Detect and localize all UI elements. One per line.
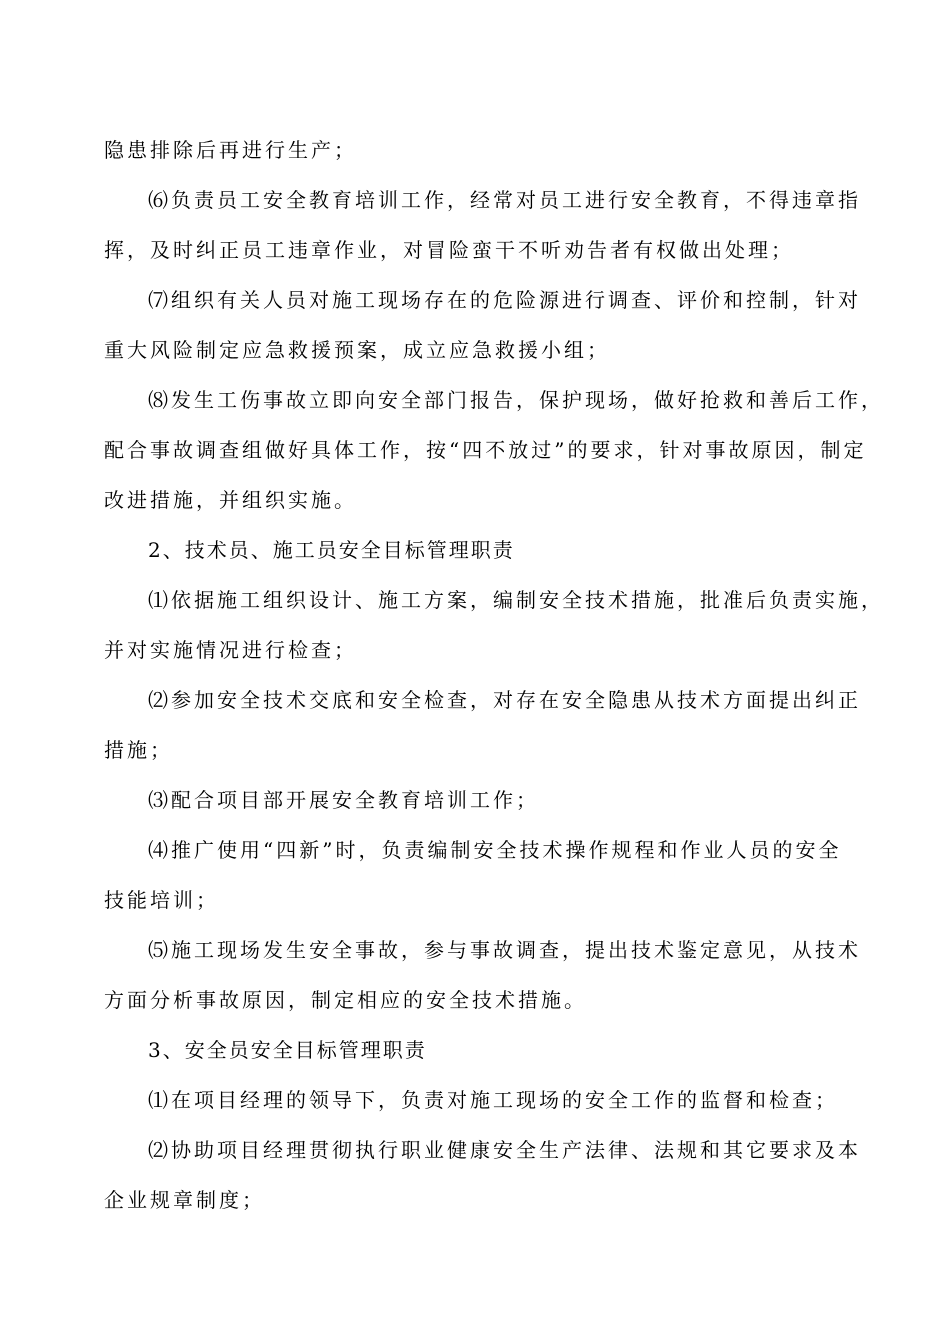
paragraph-line: ⑴依据施工组织设计、施工方案，编制安全技术措施，批准后负责实施，	[148, 588, 884, 612]
paragraph-line: 挥，及时纠正员工违章作业，对冒险蛮干不听劝告者有权做出处理；	[104, 238, 794, 262]
paragraph-line: ⑺组织有关人员对施工现场存在的危险源进行调查、评价和控制，针对	[148, 288, 861, 312]
paragraph-line: 方面分析事故原因，制定相应的安全技术措施。	[104, 988, 587, 1012]
paragraph-line: 改进措施，并组织实施。	[104, 488, 357, 512]
paragraph-line: ⑸施工现场发生安全事故，参与事故调查，提出技术鉴定意见，从技术	[148, 938, 861, 962]
paragraph-line: 措施；	[104, 738, 173, 762]
paragraph-line: 企业规章制度；	[104, 1188, 265, 1212]
section-heading: 2、技术员、施工员安全目标管理职责	[148, 538, 515, 562]
paragraph-line: ⑶配合项目部开展安全教育培训工作；	[148, 788, 539, 812]
paragraph-line: ⑷推广使用“四新”时，负责编制安全技术操作规程和作业人员的安全	[148, 838, 842, 862]
paragraph-line: ⑻发生工伤事故立即向安全部门报告，保护现场，做好抢救和善后工作，	[148, 388, 884, 412]
paragraph-line: 重大风险制定应急救援预案，成立应急救援小组；	[104, 338, 610, 362]
paragraph-line: ⑹负责员工安全教育培训工作，经常对员工进行安全教育，不得违章指	[148, 188, 861, 212]
paragraph-line: ⑴在项目经理的领导下，负责对施工现场的安全工作的监督和检查；	[148, 1088, 838, 1112]
paragraph-line: 并对实施情况进行检查；	[104, 638, 357, 662]
section-heading: 3、安全员安全目标管理职责	[148, 1038, 427, 1062]
paragraph-line: ⑵协助项目经理贯彻执行职业健康安全生产法律、法规和其它要求及本	[148, 1138, 861, 1162]
paragraph-line: ⑵参加安全技术交底和安全检查，对存在安全隐患从技术方面提出纠正	[148, 688, 861, 712]
paragraph-line: 隐患排除后再进行生产；	[104, 138, 357, 162]
paragraph-line: 技能培训；	[104, 888, 219, 912]
paragraph-line: 配合事故调查组做好具体工作，按“四不放过”的要求，针对事故原因，制定	[104, 438, 867, 462]
